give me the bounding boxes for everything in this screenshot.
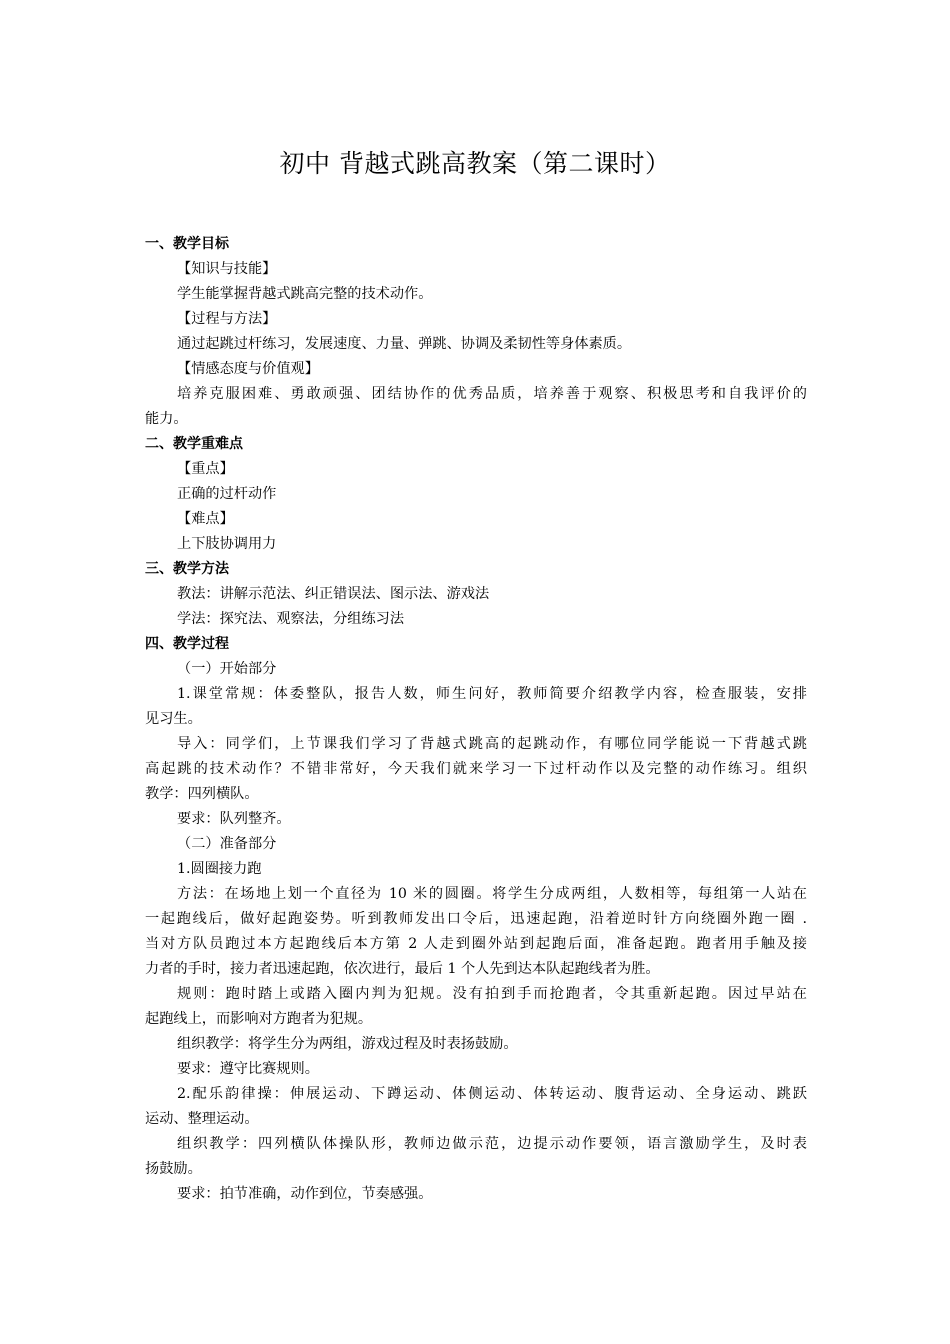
paragraph-line: 力者的手时，接力者迅速起跑，依次进行，最后 1 个人先到达本队起跑线者为胜。	[145, 961, 660, 977]
paragraph-line: 当对方队员跑过本方起跑线后本方第 2 人走到圈外站到起跑后面，准备起跑。跑者用手触及接	[145, 936, 807, 952]
paragraph-line: 教学：四列横队。	[145, 786, 259, 802]
paragraph-line: 【过程与方法】	[177, 311, 277, 327]
paragraph-line: 组织教学：将学生分为两组，游戏过程及时表扬鼓励。	[177, 1036, 518, 1052]
paragraph-line: （二）准备部分	[177, 836, 277, 852]
paragraph-line: 学法：探究法、观察法，分组练习法	[177, 611, 405, 627]
paragraph-line: 能力。	[145, 411, 188, 427]
paragraph-line: 通过起跳过杆练习，发展速度、力量、弹跳、协调及柔韧性等身体素质。	[177, 336, 632, 352]
paragraph-line: 要求：队列整齐。	[177, 811, 291, 827]
paragraph-line: 【难点】	[177, 511, 234, 527]
paragraph-line: 运动、整理运动。	[145, 1111, 259, 1127]
paragraph-line: 起跑线上，而影响对方跑者为犯规。	[145, 1011, 373, 1027]
paragraph-line: 培养克服困难、勇敢顽强、团结协作的优秀品质，培养善于观察、积极思考和自我评价的	[177, 386, 807, 402]
section-heading: 二、教学重难点	[145, 436, 243, 452]
paragraph-line: 组织教学：四列横队体操队形，教师边做示范，边提示动作要领，语言激励学生，及时表	[177, 1136, 807, 1152]
section-heading: 三、教学方法	[145, 561, 229, 577]
paragraph-line: 规则：跑时踏上或踏入圈内判为犯规。没有拍到手而抢跑者，令其重新起跑。因过早站在	[177, 986, 807, 1002]
paragraph-line: 导入：同学们，上节课我们学习了背越式跳高的起跳动作，有哪位同学能说一下背越式跳	[177, 736, 807, 752]
paragraph-line: 【知识与技能】	[177, 261, 277, 277]
paragraph-line: 要求：遵守比赛规则。	[177, 1061, 319, 1077]
paragraph-line: 1.课堂常规：体委整队，报告人数，师生问好，教师简要介绍教学内容，检查服装，安排	[177, 686, 807, 702]
paragraph-line: 教法：讲解示范法、纠正错误法、图示法、游戏法	[177, 586, 490, 602]
paragraph-line: 要求：拍节准确，动作到位，节奏感强。	[177, 1186, 433, 1202]
paragraph-line: 高起跳的技术动作？不错非常好，今天我们就来学习一下过杆动作以及完整的动作练习。组织	[145, 761, 807, 777]
paragraph-line: 见习生。	[145, 711, 202, 727]
paragraph-line: 学生能掌握背越式跳高完整的技术动作。	[177, 286, 433, 302]
page-title: 初中 背越式跳高教案（第二课时）	[279, 149, 671, 178]
paragraph-line: 一起跑线后，做好起跑姿势。听到教师发出口令后，迅速起跑，沿着逆时针方向绕圈外跑一圈 .	[145, 911, 807, 927]
paragraph-line: （一）开始部分	[177, 661, 277, 677]
paragraph-line: 上下肢协调用力	[177, 536, 277, 552]
section-heading: 一、教学目标	[145, 236, 229, 252]
section-heading: 四、教学过程	[145, 636, 229, 652]
paragraph-line: 1.圆圈接力跑	[177, 861, 262, 877]
paragraph-line: 扬鼓励。	[145, 1161, 202, 1177]
paragraph-line: 方法：在场地上划一个直径为 10 米的圆圈。将学生分成两组，人数相等，每组第一人站在	[177, 886, 807, 902]
paragraph-line: 正确的过杆动作	[177, 486, 277, 502]
paragraph-line: 2.配乐韵律操：伸展运动、下蹲运动、体侧运动、体转运动、腹背运动、全身运动、跳跃	[177, 1086, 807, 1102]
paragraph-line: 【重点】	[177, 461, 234, 477]
paragraph-line: 【情感态度与价值观】	[177, 361, 319, 377]
document-body	[145, 232, 807, 1207]
